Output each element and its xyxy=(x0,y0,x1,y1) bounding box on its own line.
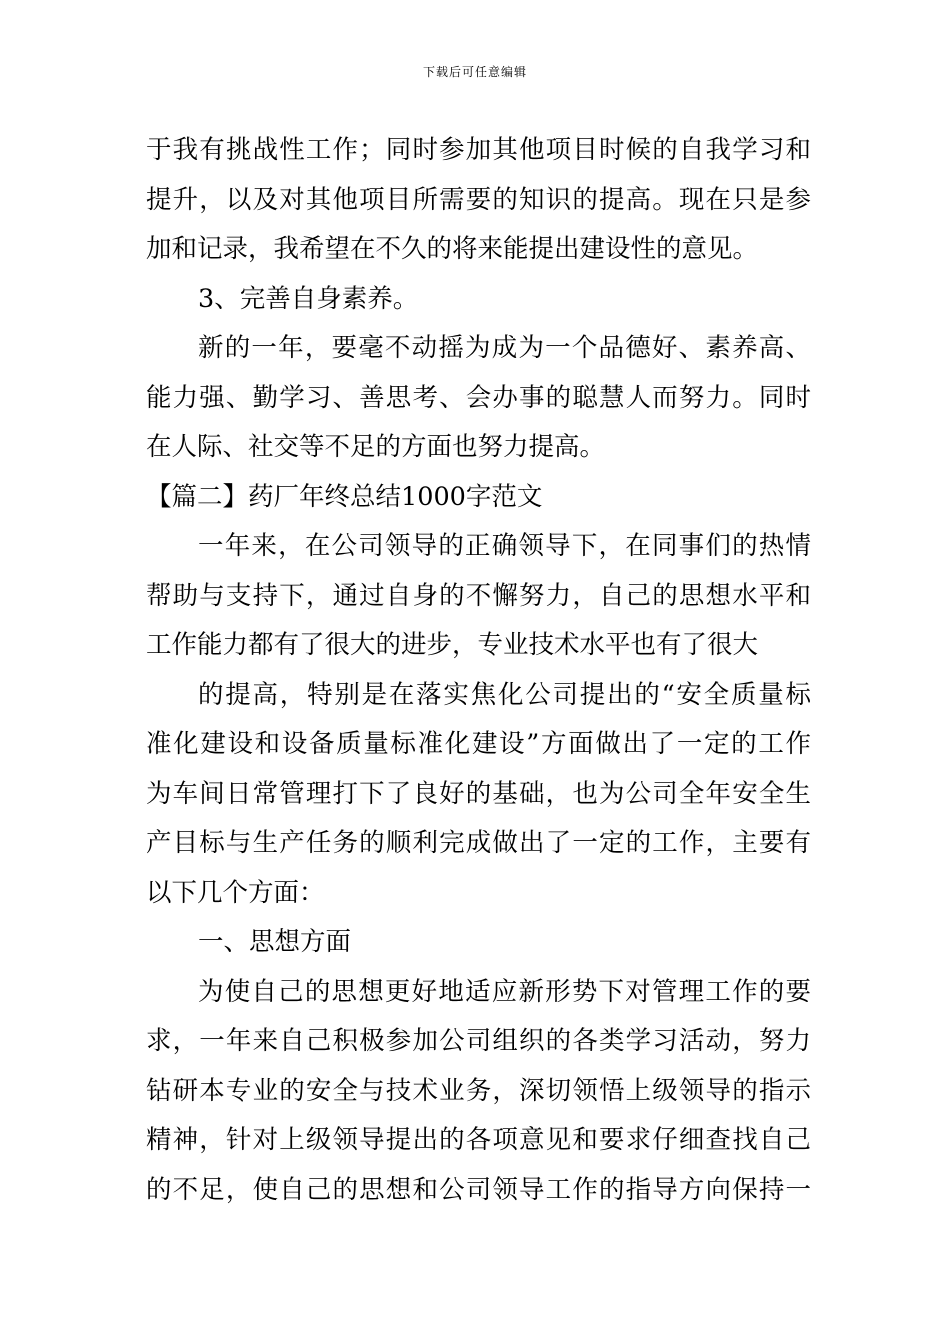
text-line: 工作能力都有了很大的进步，专业技术水平也有了很大 xyxy=(146,630,759,660)
document-body xyxy=(146,126,811,1215)
section-heading: 一、思想方面 xyxy=(198,927,352,957)
text-line: 为使自己的思想更好地适应新形势下对管理工作的要 xyxy=(198,976,811,1007)
text-line: 能力强、勤学习、善思考、会办事的聪慧人而努力。同时 xyxy=(146,382,811,413)
text-line: 新的一年，要毫不动摇为成为一个品德好、素养高、 xyxy=(198,333,811,363)
text-line: 于我有挑战性工作；同时参加其他项目时候的自我学习和 xyxy=(146,135,811,165)
text-line: 为车间日常管理打下了良好的基础，也为公司全年安全生 xyxy=(146,778,811,809)
text-line: 帮助与支持下，通过自身的不懈努力，自己的思想水平和 xyxy=(146,580,811,611)
text-line: 钻研本专业的安全与技术业务，深切领悟上级领导的指示 xyxy=(146,1075,811,1106)
text-line: 产目标与生产任务的顺利完成做出了一定的工作，主要有 xyxy=(146,828,811,858)
text-line: 求，一年来自己积极参加公司组织的各类学习活动，努力 xyxy=(146,1026,811,1056)
text-line: 的不足，使自己的思想和公司领导工作的指导方向保持一 xyxy=(146,1174,811,1205)
text-line: 提升，以及对其他项目所需要的知识的提高。现在只是参 xyxy=(146,184,811,215)
text-line: 精神，针对上级领导提出的各项意见和要求仔细查找自己 xyxy=(146,1125,811,1155)
section-heading: 3、完善自身素养。 xyxy=(198,283,419,314)
page-header: 下载后可任意编辑 xyxy=(422,65,527,79)
text-line: 以下几个方面： xyxy=(146,877,325,908)
text-line: 在人际、社交等不足的方面也努力提高。 xyxy=(146,432,606,462)
text-line: 一年来，在公司领导的正确领导下，在同事们的热情 xyxy=(198,531,811,561)
text-line: 准化建设和设备质量标准化建设”方面做出了一定的工作 xyxy=(146,729,811,759)
text-line: 加和记录，我希望在不久的将来能提出建设性的意见。 xyxy=(146,234,759,264)
text-line: 的提高，特别是在落实焦化公司提出的“安全质量标 xyxy=(198,679,811,710)
article-title: 【篇二】药厂年终总结1000字范文 xyxy=(146,481,543,512)
